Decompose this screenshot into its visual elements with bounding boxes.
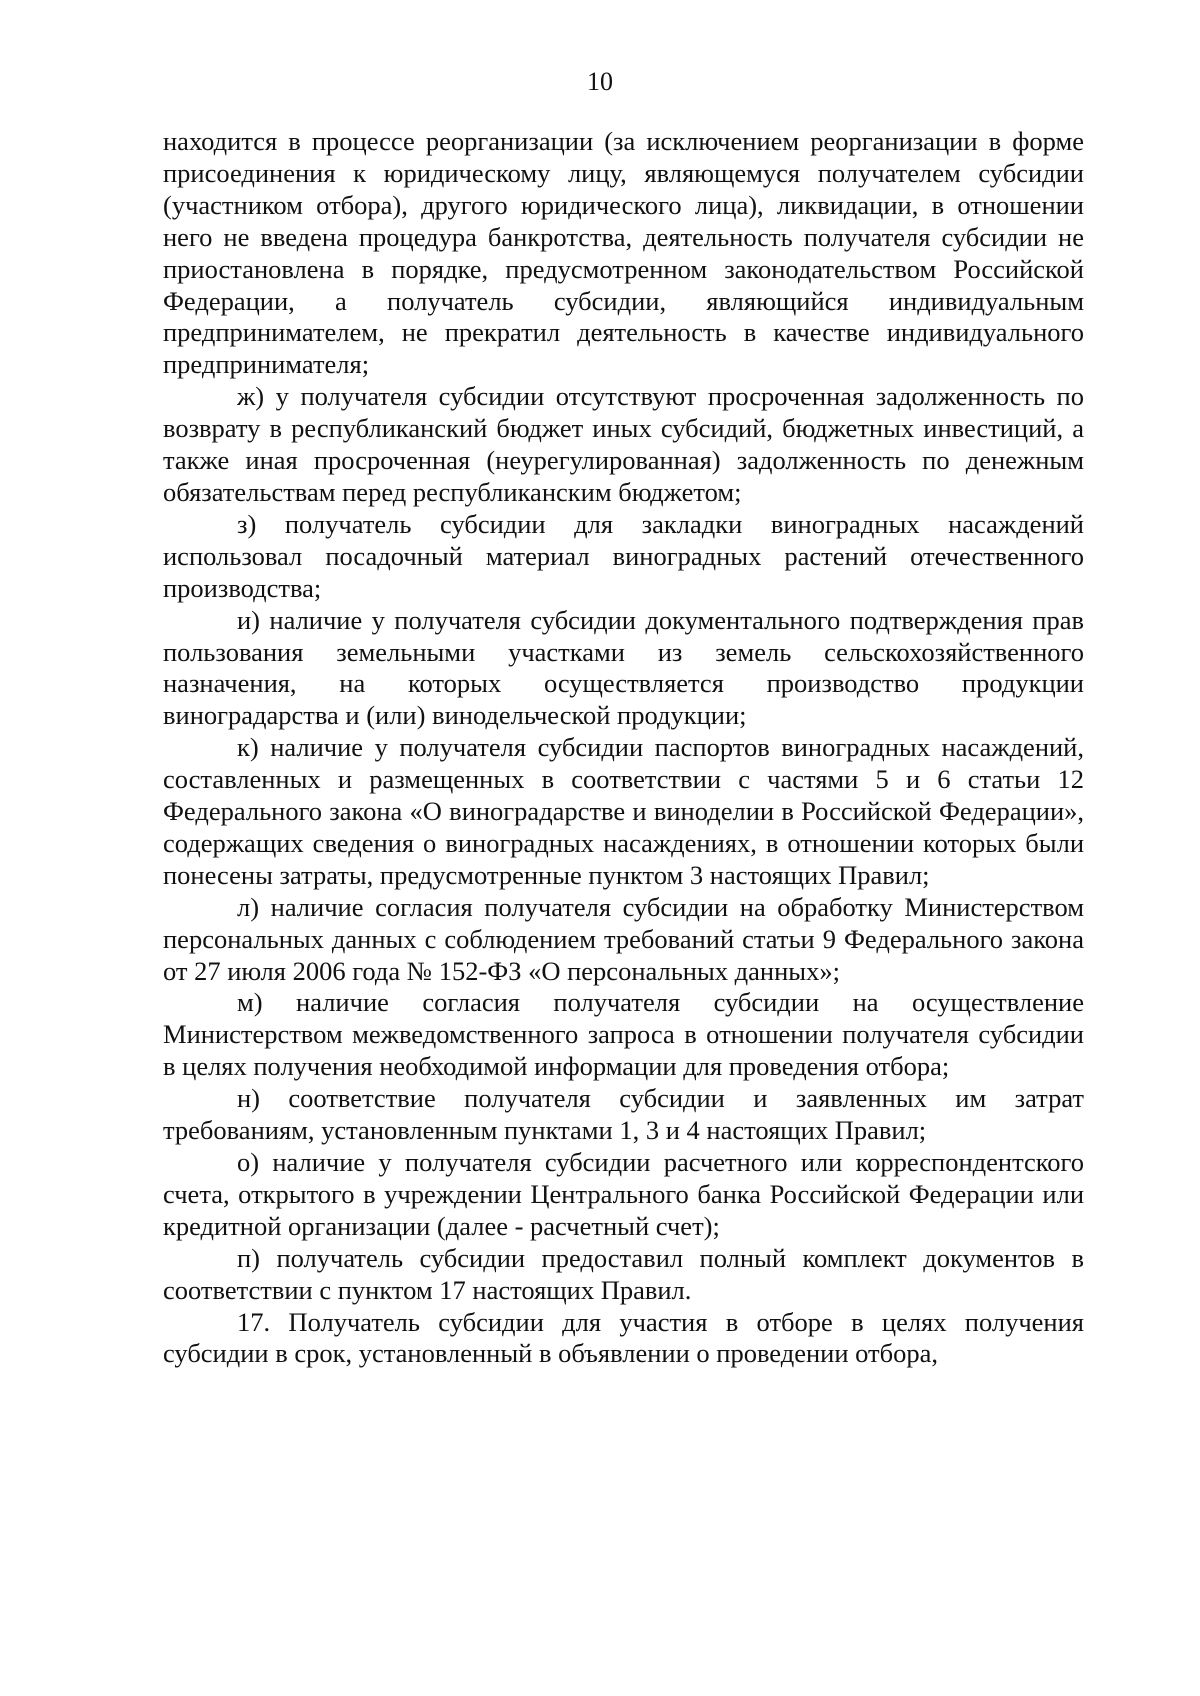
paragraph-item-o: о) наличие у получателя субсидии расчетного или корреспондентского счета, открытого в учреждении Центрального банка Российской Федерации или кредитной организации (далее - расчетный счет);	[163, 1147, 1084, 1241]
paragraph-item-n: н) соответствие получателя субсидии и заявленных им затрат требованиям, установленным пунктами 1, 3 и 4 настоящих Правил;	[163, 1083, 1084, 1146]
page-number: 10	[587, 67, 613, 96]
paragraph-item-p: п) получатель субсидии предоставил полный комплект документов в соответствии с пунктом 17 настоящих Правил.	[163, 1242, 1084, 1305]
paragraph-continuation: находится в процессе реорганизации (за исключением реорганизации в форме присоединения к юридическому лицу, являющемуся получателем субсидии (участником отбора), другого юридического лица), ликвидации, в отношении него не введена процедура банкротства, деятельность получателя субсидии не приостановлена в порядке, предусмотренном законодательством Российской Федерации, а получатель субсидии, являющийся индивидуальным предпринимателем, не прекратил деятельность в качестве индивидуального предпринимателя;	[163, 126, 1084, 380]
paragraph-item-zh: ж) у получателя субсидии отсутствуют просроченная задолженность по возврату в республиканский бюджет иных субсидий, бюджетных инвестиций, а также иная просроченная (неурегулированная) задолженность по денежным обязательствам перед республиканским бюджетом;	[163, 381, 1084, 507]
paragraph-item-l: л) наличие согласия получателя субсидии на обработку Министерством персональных данных с соблюдением требований статьи 9 Федерального закона от 27 июля 2006 года № 152-ФЗ «О персональных данных»;	[163, 891, 1084, 986]
paragraph-item-z: з) получатель субсидии для закладки виноградных насаждений использовал посадочный материал виноградных растений отечественного производства;	[163, 508, 1084, 603]
document-body	[163, 126, 1084, 1370]
paragraph-item-m: м) наличие согласия получателя субсидии на осуществление Министерством межведомственного запроса в отношении получателя субсидии в целях получения необходимой информации для проведения отбора;	[163, 987, 1084, 1082]
paragraph-item-i: и) наличие у получателя субсидии документального подтверждения прав пользования земельными участками из земель сельскохозяйственного назначения, на которых осуществляется производство продукции виноградарства и (или) винодельческой продукции;	[163, 604, 1084, 731]
paragraph-clause-17: 17. Получатель субсидии для участия в отборе в целях получения субсидии в срок, установленный в объявлении о проведении отбора,	[163, 1306, 1084, 1369]
paragraph-item-k: к) наличие у получателя субсидии паспортов виноградных насаждений, составленных и размещенных в соответствии с частями 5 и 6 статьи 12 Федерального закона «О виноградарстве и виноделии в Российской Федерации», содержащих сведения о виноградных насаждениях, в отношении которых были понесены затраты, предусмотренные пунктом 3 настоящих Правил;	[163, 732, 1084, 890]
